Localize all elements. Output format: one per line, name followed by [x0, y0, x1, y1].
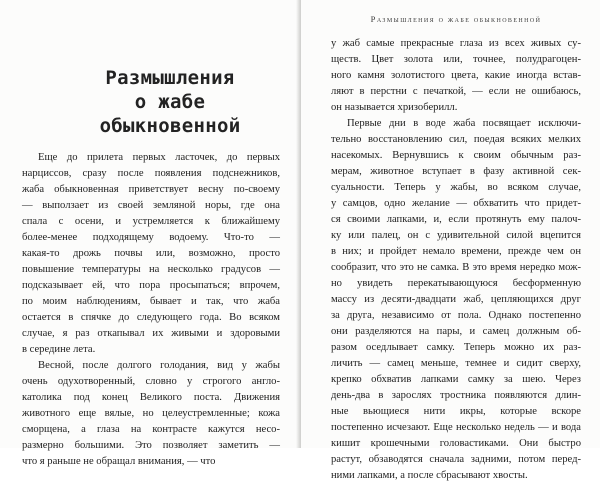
- text-line: нарциссов, сразу после появления подснежников,: [22, 168, 280, 179]
- right-body-text: [331, 36, 581, 484]
- text-line: Весной, после долгого голодания, вид у жабы: [38, 360, 280, 371]
- text-line: животного еще вялые, но целеустремленные; кожа: [22, 408, 280, 419]
- text-line: у самцов, одно желание — обхватить что придет-: [331, 198, 581, 209]
- text-line: какая-то дрожь почвы или, возможно, просто: [22, 248, 280, 259]
- text-line: повышение температуры на несколько градусов —: [22, 264, 280, 275]
- text-line: по моим наблюдениям, бывает и так, что жаба: [22, 296, 280, 307]
- chapter-title-line-1: Размышления: [105, 67, 235, 89]
- text-line: что я раньше не обращал внимания, — что: [22, 456, 216, 467]
- chapter-title-line-2: о жабе обыкновенной: [99, 91, 241, 137]
- text-line: ляют в перстни с печаткой, — если не ошибаюсь,: [331, 86, 581, 97]
- text-line: кишит крошечными головастиками. Они быстро: [331, 438, 581, 449]
- text-line: более-менее подходящему водоему. Что-то —: [22, 232, 280, 243]
- text-line: в середине лета.: [22, 344, 96, 355]
- text-line: суальности. Теперь у жабы, во всяком случае,: [331, 182, 581, 193]
- text-line: размерно большими. Это позволяет заметить —: [22, 440, 280, 451]
- text-line: ного камня золотистого цвета, какие иногда встав-: [331, 70, 581, 81]
- text-line: личить — самец меньше, темнее и сидит сверху,: [331, 358, 581, 369]
- text-line: — выползает из своей земляной норы, где она: [22, 200, 280, 211]
- text-line: подсказывает ей, что пора просыпаться; впрочем,: [22, 280, 280, 291]
- text-line: но увидеть перекатывающуюся бесформенную: [331, 278, 581, 289]
- left-body-text: [22, 150, 280, 470]
- text-line: сообразит, что это не самка. В это время нередко мож-: [331, 262, 581, 273]
- text-line: ними лапками, а после сбрасывают хвосты.: [331, 470, 528, 481]
- text-line: разом оседлывает самку. Теперь можно их раз-: [331, 342, 581, 353]
- text-line: остается в спячке до следующего года. Во всяком: [22, 312, 280, 323]
- text-line: спала с осени, и устремляется к ближайшему: [22, 216, 280, 227]
- text-line: постепенно исчезают. Еще несколько недель — и вода: [331, 422, 581, 433]
- text-line: крепко обхватив лапками самку за шею. Через: [331, 374, 581, 385]
- text-line: день-два в зарослях тростника появляются длин-: [331, 390, 581, 401]
- text-line: ные вьющиеся нити икры, которые вскоре: [331, 406, 581, 417]
- text-line: мерам, животное вступает в фазу активной сек-: [331, 166, 581, 177]
- text-line: массу из десяти-двадцати жаб, цепляющихся друг: [331, 294, 581, 305]
- text-line: католика под конец Великого поста. Движения: [22, 392, 280, 403]
- text-line: у жаб самые прекрасные глаза из всех живых су-: [331, 38, 581, 49]
- text-line: насекомых. Вернувшись к своим обычным раз-: [331, 150, 581, 161]
- text-line: они разделяются на пары, и самец должным об-: [331, 326, 581, 337]
- text-line: Первые дни в воде жаба посвящает исключи-: [347, 118, 581, 129]
- running-header: Размышления о жабе обыкновенной: [370, 14, 542, 24]
- text-line: случае, я раз откапывал их живыми и здоровыми: [22, 328, 280, 339]
- text-line: за друга, независимо от пола. Однако постепенно: [331, 310, 581, 321]
- text-line: в них; и пройдет немало времени, прежде чем он: [331, 246, 581, 257]
- left-page: [0, 0, 299, 467]
- text-line: ку или палец, он с удивительной силой вцепится: [331, 230, 581, 241]
- text-line: очень одухотворенный, словно у строгого англо-: [22, 376, 280, 387]
- chapter-title: [70, 66, 270, 138]
- text-line: ся своими лапками, и, если протянуть ему палоч-: [331, 214, 581, 225]
- text-line: он называется хризоберилл.: [331, 102, 458, 113]
- text-line: жаба обыкновенная приветствует весну по-своему: [22, 184, 280, 195]
- text-line: Еще до прилета первых ласточек, до первых: [38, 152, 280, 163]
- text-line: ществ. Цвет золота или, точнее, полудрагоцен-: [331, 54, 581, 65]
- text-line: сморщена, а глаза на контрасте кажутся несо-: [22, 424, 280, 435]
- right-page: [301, 0, 600, 481]
- text-line: тельно восстановлению сил, поедая всяких мелких: [331, 134, 581, 145]
- text-line: растут, обзаводятся сначала задними, потом перед-: [331, 454, 581, 465]
